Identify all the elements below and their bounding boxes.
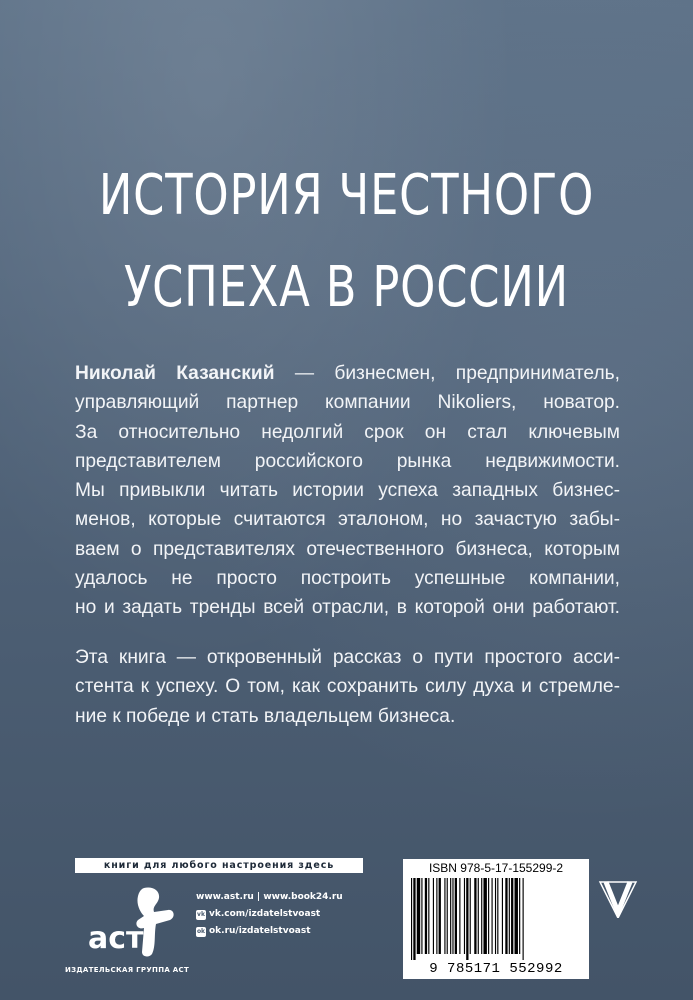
ean-number: 9 785171 552992 [429,961,563,977]
about-line: стента к успеху. О том, как сохранить силу духа и стремле- [75,676,620,698]
description-line: ваем о представителях отечественного бизнеса, которым [75,538,620,560]
barcode-bar [515,878,518,954]
barcode-block [403,859,589,979]
vk-row [196,906,343,923]
description-line: Николай Казанский — бизнесмен, предприниматель, [75,363,620,384]
barcode-bar [411,878,412,960]
barcode-bar [447,878,448,954]
ok-icon: ok [196,927,206,935]
websites-row [196,889,343,906]
slogan-banner: книги для любого настроения здесь [75,858,363,873]
websites-link[interactable]: www.ast.ru | www.book24.ru [196,892,343,902]
author-name: Николай Казанский [75,363,275,384]
isbn-number: ISBN 978-5-17-155299-2 [428,861,564,875]
ok-link[interactable]: ok.ru/izdatelstvoast [209,926,311,936]
barcode-bar [425,878,427,954]
description-line: менов, которые считаются эталоном, но зачастую забы- [75,509,620,531]
publisher-name: ИЗДАТЕЛЬСКАЯ ГРУППА АСТ [64,966,190,974]
barcode-bar [523,878,524,960]
barcode-bar [436,878,437,954]
title-line-1: ИСТОРИЯ ЧЕСТНОГО [98,163,595,228]
barcode-bar [519,878,520,954]
barcode-bar [483,878,486,954]
vk-icon: vk [197,910,205,918]
barcode-bar [455,878,457,954]
description-line: но и задать тренды всей отрасли, в которой они работают. [75,597,620,619]
barcode-bar [478,878,479,954]
description-line: представителем российского рынка недвижимости. [75,450,620,472]
publisher-links [196,889,343,940]
title-line-2: УСПЕХА В РОССИИ [123,255,569,320]
description-line: управляющий партнер компании Nikoliers, новатор. [75,392,620,414]
barcode-bar [470,878,471,954]
barcode-bar [481,878,482,954]
barcode-bar [505,878,507,954]
description-line: За относительно недолгий срок он стал ключевым [75,421,620,443]
barcode-bar [466,878,468,960]
logo-text: аст [88,921,144,956]
book-about [75,643,620,731]
description-line: Мы привыкли читать истории успеха западных бизнес- [75,480,620,502]
barcode-bar [439,878,441,954]
author-description [75,359,620,623]
barcode-icon [409,878,583,960]
barcode-bar [421,878,422,954]
barcode-bar [497,878,498,954]
book-title [69,150,623,334]
barcode-bar [444,878,445,954]
ast-logo-icon [82,884,182,960]
barcode-bar [450,878,451,954]
barcode-bar [495,878,496,954]
barcode-bar [433,878,434,954]
barcode-bar [417,878,420,954]
barcode-bar [452,878,453,954]
ok-row [196,923,343,940]
barcode-bar [509,878,510,954]
about-line: Эта книга — откровенный рассказ о пути простого асси- [75,647,620,668]
barcode-bar [474,878,476,954]
barcode-bar [413,878,415,960]
barcode-bar [502,878,503,954]
v-logo-icon [598,878,638,918]
about-line: ние к победе и стать владельцем бизнеса. [75,705,456,727]
barcode-bar [464,878,465,954]
barcode-bar [511,878,513,954]
barcode-bar [492,878,493,954]
barcode-bar [459,878,460,954]
barcode-bar [488,878,489,954]
vk-link[interactable]: vk.com/izdatelstvoast [209,909,321,919]
barcode-bar [428,878,429,954]
description-line: удалось не просто построить успешные компании, [75,568,620,590]
